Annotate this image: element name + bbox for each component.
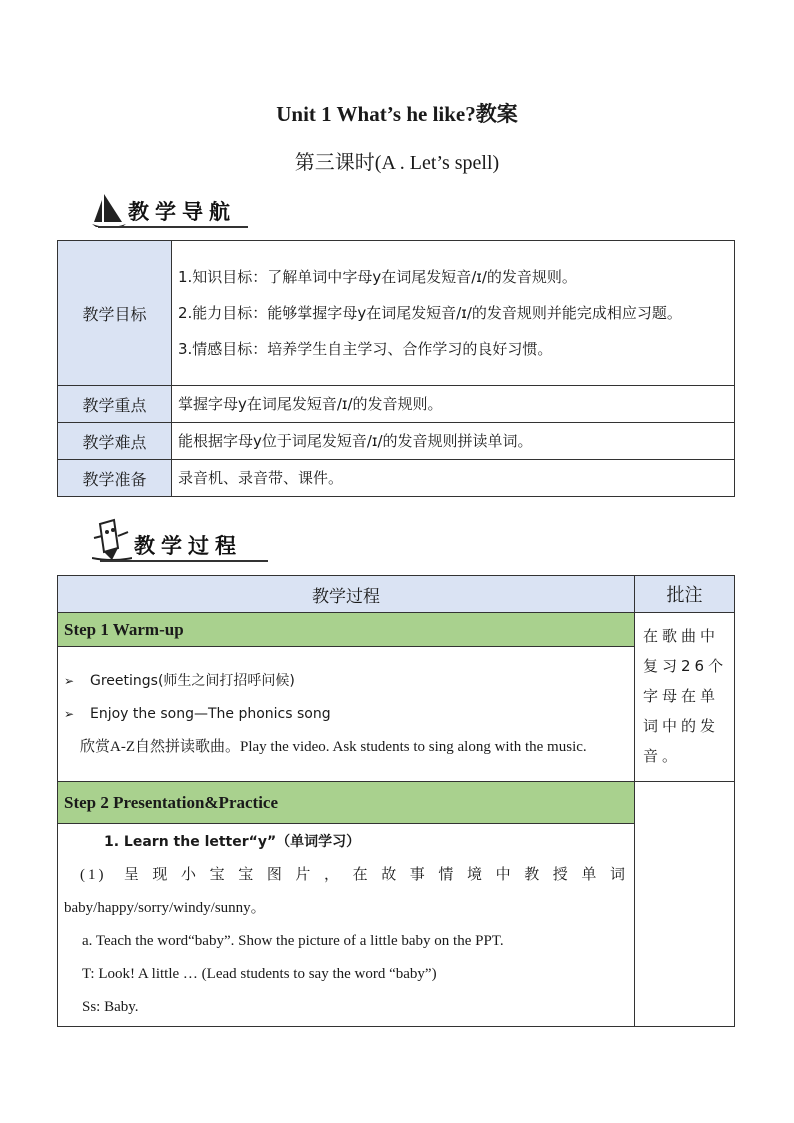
- step1-note: 在歌曲中复习26个字母在单词中的发音。: [635, 613, 735, 782]
- process-col-main: 教学过程: [58, 576, 635, 613]
- step2-line-3: a. Teach the word“baby”. Show the picture of a little baby on the PPT.: [82, 933, 504, 949]
- step2-line-4: T: Look! A little … (Lead students to say the word “baby”): [82, 966, 437, 982]
- goals-body: [172, 241, 735, 386]
- key-point-head: 教学重点: [58, 386, 172, 423]
- arrow-bullet-icon: ➢: [64, 673, 75, 688]
- preparation-row: [58, 460, 735, 497]
- learn-letter-heading: 1. Learn the letter“y”（单词学习）: [104, 834, 361, 850]
- process-header-row: [58, 576, 735, 613]
- goals-head: 教学目标: [58, 241, 172, 386]
- step2-title-row: [58, 782, 735, 824]
- preparation-head: 教学准备: [58, 460, 172, 497]
- bullet-song: [64, 698, 628, 731]
- difficulty-body: 能根据字母y位于词尾发短音/ɪ/的发音规则拼读单词。: [172, 423, 735, 460]
- step1-title: Step 1 Warm-up: [58, 613, 635, 647]
- process-banner-rule: [100, 560, 268, 562]
- key-point-row: [58, 386, 735, 423]
- sailboat-icon: [92, 192, 126, 228]
- step1-title-row: [58, 613, 735, 647]
- goal-knowledge: 1.知识目标：了解单词中字母y在词尾发短音/ɪ/的发音规则。: [178, 268, 577, 286]
- step1-paragraph: 欣赏A-Z自然拼读歌曲。Play the video. Ask students to sing along with the music.: [80, 738, 587, 755]
- step1-content: [58, 647, 635, 782]
- pencil-character-icon: [92, 518, 132, 562]
- greetings-label: Greetings: [90, 672, 158, 689]
- goals-row: [58, 241, 735, 386]
- nav-banner-rule: [98, 226, 248, 228]
- step2-title: Step 2 Presentation&Practice: [58, 782, 635, 824]
- goal-emotion: 3.情感目标：培养学生自主学习、合作学习的良好习惯。: [178, 340, 553, 358]
- song-label: Enjoy the song—The phonics song: [90, 705, 331, 722]
- lesson-subtitle: 第三课时(A . Let’s spell): [294, 152, 500, 174]
- arrow-bullet-icon: ➢: [64, 706, 75, 721]
- process-banner-title: 教学过程: [134, 534, 242, 558]
- step2-line-1: (1) 呈现小宝宝图片，在故事情境中教授单词: [80, 867, 628, 883]
- goals-table: [57, 240, 735, 497]
- nav-banner: [92, 188, 252, 228]
- step2-line-5: Ss: Baby.: [82, 999, 139, 1015]
- bullet-greetings: [64, 665, 628, 698]
- document-title: Unit 1 What’s he like?教案: [276, 102, 518, 126]
- preparation-body: 录音机、录音带、课件。: [172, 460, 735, 497]
- step2-note: [635, 782, 735, 1027]
- difficulty-row: [58, 423, 735, 460]
- difficulty-head: 教学难点: [58, 423, 172, 460]
- key-point-body: 掌握字母y在词尾发短音/ɪ/的发音规则。: [172, 386, 735, 423]
- goal-ability: 2.能力目标：能够掌握字母y在词尾发短音/ɪ/的发音规则并能完成相应习题。: [178, 304, 682, 322]
- process-table: [57, 575, 735, 1027]
- nav-banner-title: 教学导航: [128, 200, 236, 224]
- greetings-note: (师生之间打招呼问候): [157, 672, 295, 689]
- step2-content: [58, 824, 635, 1027]
- process-col-note: 批注: [635, 576, 735, 613]
- process-banner: [92, 522, 272, 562]
- step2-line-2: baby/happy/sorry/windy/sunny。: [64, 900, 266, 916]
- step1-content-row: [58, 647, 735, 782]
- step2-content-row: [58, 824, 735, 1027]
